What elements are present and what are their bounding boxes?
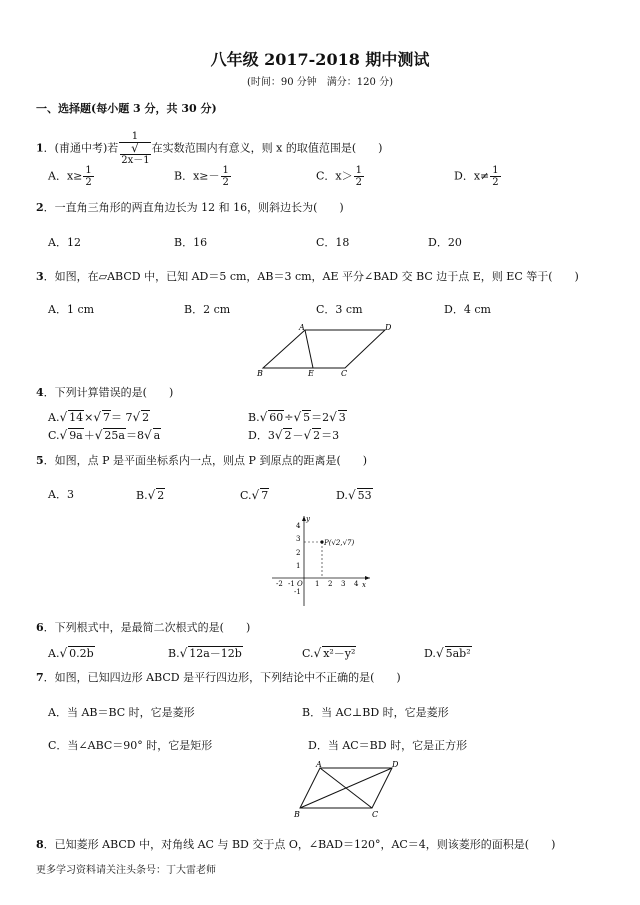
option-b: B．x≥－ $\frac{1}{2}$ — [174, 165, 229, 188]
radicand: 2x－1 — [121, 155, 150, 166]
question-number: 6 — [36, 621, 44, 634]
option-a: A．3 — [48, 488, 74, 501]
x-tick-label: -1 — [288, 580, 295, 588]
question-6 — [36, 621, 250, 635]
option-a: A．x≥ $\frac{1}{2}$ — [48, 165, 92, 188]
option-b: B.√ 60÷√ 5＝2√ 3 — [248, 410, 346, 424]
option-b: B．当 AC⊥BD 时，它是菱形 — [302, 706, 449, 719]
question-text: ．如图，已知四边形 ABCD 是平行四边形，下列结论中不正确的是( ) — [43, 671, 401, 684]
fraction-numerator: 1 — [119, 131, 150, 143]
page-title: 八年级 2017-2018 期中测试 — [210, 50, 430, 69]
point-p-label: P(√2,√7) — [324, 539, 355, 547]
vertex-label-d: D — [392, 760, 399, 769]
vertex-label-c: C — [372, 810, 379, 819]
question-text: ．如图，点 P 是平面坐标系内一点，则点 P 到原点的距离是( ) — [43, 454, 368, 467]
question-number: 5 — [36, 454, 44, 467]
question-text: ．如图，在▱ABCD 中，已知 AD＝5 cm，AB＝3 cm，AE 平分∠BAD 交 BC 边于点 E，则 EC 等于( ) — [43, 270, 579, 283]
x-tick-label: 4 — [354, 580, 359, 588]
question-3 — [36, 270, 579, 284]
y-tick-label: -1 — [294, 588, 301, 596]
y-tick-label: 2 — [296, 549, 301, 557]
option-d: D.√ 53 — [336, 488, 372, 502]
option-c: C.√ 9a＋√ 25a＝8√ a — [48, 428, 161, 442]
question-2 — [36, 201, 344, 215]
question-text: ．下列根式中，是最简二次根式的是( ) — [43, 621, 251, 634]
parallelogram-figure-q7 — [292, 760, 402, 820]
x-tick-label: 1 — [315, 580, 320, 588]
vertex-label-a: A — [299, 323, 305, 332]
x-tick-label: 2 — [328, 580, 333, 588]
option-c: C．x＞ $\frac{1}{2}$ — [316, 165, 362, 188]
option-c: C．18 — [316, 236, 350, 249]
question-4 — [36, 386, 173, 400]
question-number: 4 — [36, 386, 44, 399]
section-heading: 一、选择题(每小题 3 分，共 30 分) — [36, 102, 217, 115]
option-d: D.√ 5ab² — [424, 646, 471, 660]
y-tick-label: 4 — [296, 522, 301, 530]
option-a: A．12 — [48, 236, 81, 249]
question-text: ．一直角三角形的两直角边长为 12 和 16，则斜边长为( ) — [43, 201, 344, 214]
vertex-label-b: B — [294, 810, 300, 819]
option-c: C．当∠ABC＝90° 时，它是矩形 — [48, 739, 213, 752]
x-tick-label: -2 — [276, 580, 283, 588]
question-number: 1 — [36, 141, 44, 155]
x-tick-label: 3 — [341, 580, 346, 588]
option-d: D．3√ 2－√ 2＝3 — [248, 428, 340, 442]
question-text: ．下列计算错误的是( ) — [43, 386, 174, 399]
question-text: 在实数范围内有意义，则 x 的取值范围是( ) — [151, 141, 383, 155]
option-b: B．16 — [174, 236, 208, 249]
question-number: 2 — [36, 201, 44, 214]
parallelogram-figure-q3 — [255, 320, 395, 380]
question-text: ．已知菱形 ABCD 中，对角线 AC 与 BD 交于点 O，∠BAD＝120°，AC＝4，则该菱形的面积是( ) — [43, 838, 556, 851]
question-number: 8 — [36, 838, 44, 851]
y-tick-label: 3 — [296, 535, 301, 543]
option-b: B.√ 12a－12b — [168, 646, 242, 660]
y-tick-label: 1 — [296, 562, 301, 570]
option-d: D．当 AC＝BD 时，它是正方形 — [308, 739, 468, 752]
coordinate-figure-q5 — [270, 512, 380, 608]
option-d: D．20 — [428, 236, 462, 249]
x-axis-label: x — [362, 581, 366, 589]
question-number: 3 — [36, 270, 44, 283]
option-b: B.√ 2 — [136, 488, 165, 502]
question-1 — [36, 131, 382, 166]
option-c: C.√ 7 — [240, 488, 269, 502]
sqrt-icon: √ — [131, 141, 139, 155]
footer-note: 更多学习资料请关注头条号：丁大雷老师 — [36, 865, 216, 876]
option-b: B．2 cm — [184, 303, 231, 316]
vertex-label-e: E — [308, 369, 314, 378]
option-d: D．4 cm — [444, 303, 491, 316]
fraction — [119, 131, 150, 166]
exam-info: (时间：90 分钟 满分：120 分) — [247, 77, 393, 88]
option-a: A.√ 14×√ 7＝ 7√ 2 — [48, 410, 150, 424]
vertex-label-a: A — [316, 760, 322, 769]
question-8 — [36, 838, 555, 852]
option-a: A．1 cm — [48, 303, 95, 316]
vertex-label-b: B — [257, 369, 263, 378]
vertex-label-d: D — [385, 323, 392, 332]
y-axis-label: y — [306, 515, 310, 523]
vertex-label-c: C — [341, 369, 348, 378]
option-a: A．当 AB＝BC 时，它是菱形 — [48, 706, 195, 719]
option-d: D．x≠ $\frac{1}{2}$ — [454, 165, 499, 188]
option-c: C.√ x²－y² — [302, 646, 356, 660]
question-number: 7 — [36, 671, 44, 684]
origin-label: O — [297, 580, 303, 588]
question-7 — [36, 671, 401, 685]
question-text: ．(甫通中考)若 — [43, 141, 119, 155]
question-5 — [36, 454, 367, 468]
option-c: C．3 cm — [316, 303, 363, 316]
option-a: A.√ 0.2b — [48, 646, 94, 660]
